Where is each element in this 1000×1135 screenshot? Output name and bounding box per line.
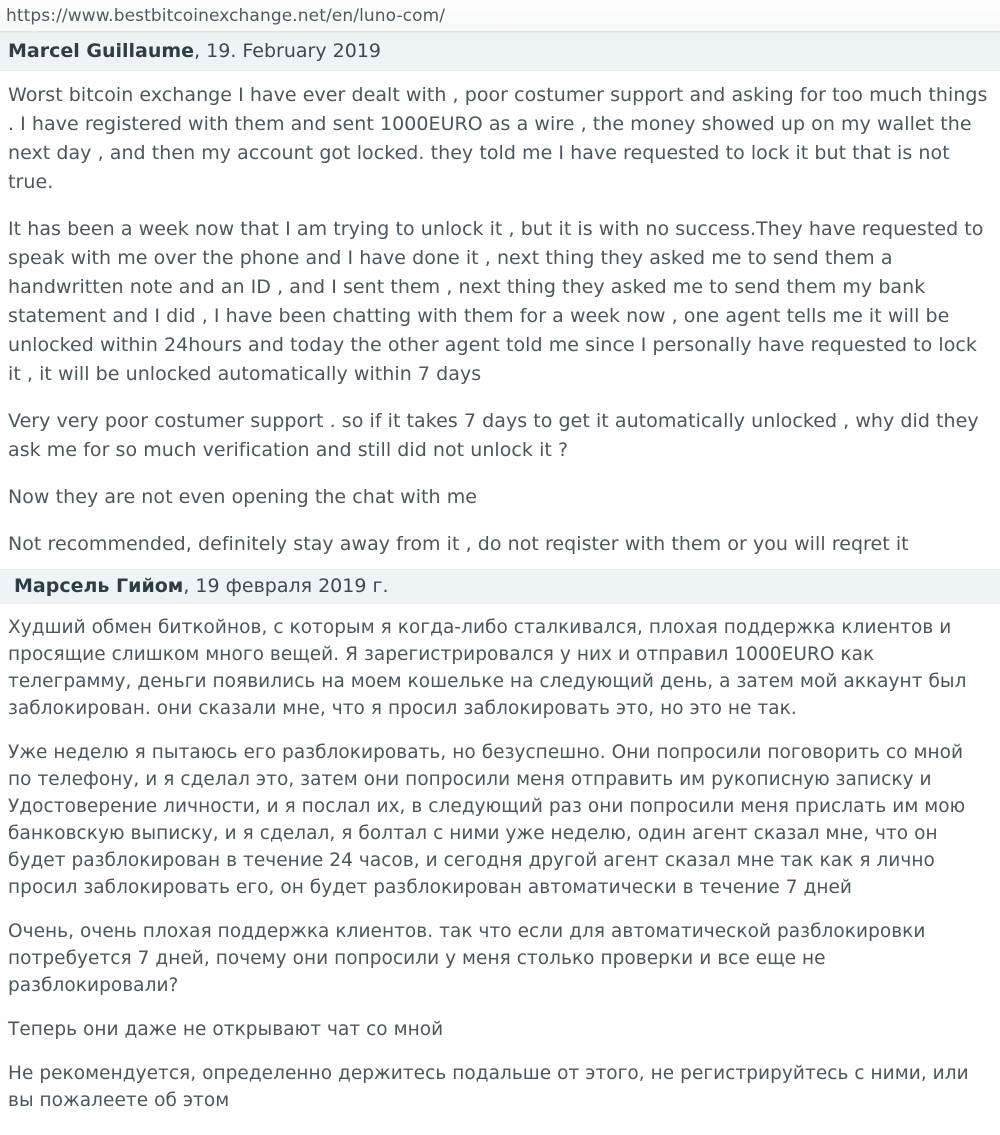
review-paragraph-ru: Худший обмен биткойнов, с которым я когда-либо сталкивался, плохая поддержка клиентов и просящие слишком много вещей. Я зарегистрировался у них и отправил 1000EURO как телеграмму, деньги появились на моем кошельке на следующий день, а затем мой аккаунт был заблокирован. они сказали мне, что я просил заблокировать это, но это не так.: [8, 617, 967, 719]
review-paragraph: Worst bitcoin exchange I have ever dealt with , poor costumer support and asking for too much things . I have registered with them and sent 1000EURO as a wire , the money showed up on my wallet the next day , and then my account got locked. they told me I have requested to lock it but that is not true.: [8, 84, 988, 193]
review-author-name: Marcel Guillaume: [8, 40, 195, 62]
address-bar-url[interactable]: https://www.bestbitcoinexchange.net/en/luno-com/: [0, 0, 1000, 32]
review-date: , 19. February 2019: [194, 40, 381, 62]
review-paragraph: It has been a week now that I am trying to unlock it , but it is with no success.They have requested to speak with me over the phone and I have done it , next thing they asked me to send them a handwritten note and an ID , and I sent them , next thing they asked me to send them my bank statement and I did , I have been chatting with them for a week now , one agent tells me it will be unlocked within 24hours and today the other agent told me since I personally have requested to lock it , it will be unlocked automatically within 7 days: [8, 218, 984, 385]
review-date-ru: , 19 февраля 2019 г.: [183, 575, 389, 597]
review-paragraph-ru: Уже неделю я пытаюсь его разблокировать, но безуспешно. Они попросили поговорить со мной по телефону, и я сделал это, затем они попросили меня отправить им рукописную записку и Удостоверение личности, и я послал их, в следующий раз они попросили меня прислать им мою банковскую выписку, и я сделал, я болтал с ними уже неделю, один агент сказал мне, что он будет разблокирован в течение 24 часов, и сегодня другой агент сказал мне так как я лично просил заблокировать его, он будет разблокирован автоматически в течение 7 дней: [8, 742, 966, 898]
review-paragraph: Very very poor costumer support . so if it takes 7 days to get it automatically unlocked , why did they ask me for so much verification and still did not unlock it ?: [8, 410, 979, 461]
review-paragraph-ru: Очень, очень плохая поддержка клиентов. так что если для автоматической разблокировки потребуется 7 дней, почему они попросили у меня столько проверки и все еще не разблокировали?: [8, 921, 926, 996]
review-body-ru: [0, 604, 1000, 1135]
review-author-name-ru: Марсель Гийом: [14, 575, 184, 597]
review-paragraph: Not recommended, definitely stay away from it , do not reqister with them or you will reqret it: [8, 533, 909, 555]
review-paragraph: Now they are not even opening the chat with me: [8, 486, 478, 508]
review-author-header-ru: [0, 569, 1000, 604]
review-paragraph-ru: Не рекомендуется, определенно держитесь подальше от этого, не регистрируйтесь с ними, или вы пожалеете об этом: [8, 1063, 969, 1111]
review-paragraph-ru: Теперь они даже не открывают чат со мной: [8, 1019, 444, 1040]
review-body-en: [0, 71, 1000, 569]
review-author-header-en: [0, 32, 1000, 71]
